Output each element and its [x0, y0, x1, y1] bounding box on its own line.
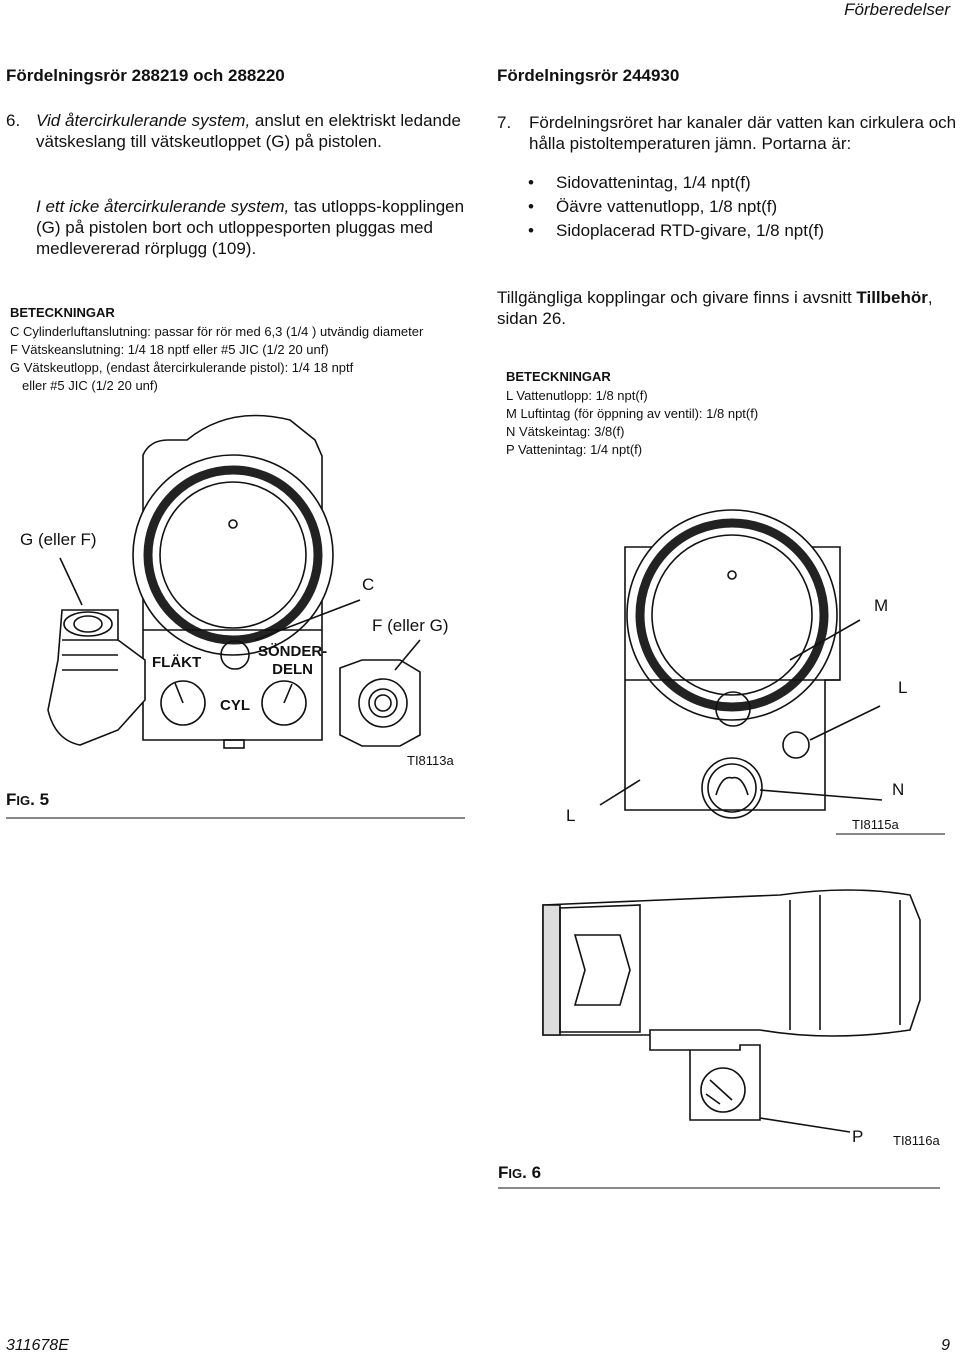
step-7-text: Fördelningsröret har kanaler där vatten kan cirkulera och hålla pistoltemperaturen jämn. Portarna är:	[529, 113, 957, 153]
left-legend-title: BETECKNINGAR	[10, 305, 115, 320]
right-heading: Fördelningsrör 244930	[497, 66, 680, 85]
fig6-tag-side: TI8116a	[893, 1133, 940, 1148]
legend-item: G Vätskeutlopp, (endast återcirkulerande pistol): 1/4 18 nptf	[10, 360, 354, 375]
section-title: Förberedelser	[844, 0, 950, 19]
doc-number: 311678E	[6, 1337, 69, 1354]
list-item: • Sidoplacerad RTD-givare, 1/8 npt(f)	[520, 219, 824, 243]
fig6-caption-f: F	[498, 1163, 509, 1182]
label-sonderdeln	[258, 643, 327, 679]
fig5-tag: TI8113a	[407, 753, 454, 768]
fig6-caption	[498, 1163, 541, 1183]
label-n: N	[892, 780, 905, 799]
step-6-italic: Vid återcirkulerande system,	[36, 111, 251, 130]
legend-item: eller #5 JIC (1/2 20 unf)	[22, 378, 158, 393]
label-l-lower: L	[566, 806, 576, 825]
page-number: 9	[941, 1337, 950, 1354]
fig6-side-view-drawing	[498, 890, 940, 1188]
label-cyl: CYL	[220, 697, 250, 714]
legend-item: M Luftintag (för öppning av ventil): 1/8 npt(f)	[506, 406, 759, 421]
right-legend-title: BETECKNINGAR	[506, 369, 611, 384]
fig6-tag-top: TI8115a	[852, 817, 899, 832]
note-italic: I ett icke återcirkulerande system,	[36, 197, 290, 216]
fig5-caption-f: F	[6, 790, 17, 809]
label-sonder-line1: SÖNDER-	[258, 643, 328, 660]
legend-item: P Vattenintag: 1/4 npt(f)	[506, 442, 643, 457]
accessories-text: Tillgängliga kopplingar och givare finns i avsnitt	[497, 288, 857, 307]
fig6-caption-ig: IG	[508, 1166, 523, 1181]
label-flakt: FLÄKT	[152, 654, 202, 671]
left-heading: Fördelningsrör 288219 och 288220	[6, 66, 285, 85]
legend-item: F Vätskeanslutning: 1/4 18 nptf eller #5 JIC (1/2 20 unf)	[10, 342, 329, 357]
fig6-caption-num: . 6	[522, 1163, 542, 1182]
fig5-caption-num: . 5	[30, 790, 50, 809]
step-6-number: 6.	[6, 111, 21, 130]
label-p: P	[852, 1127, 864, 1146]
step-7-number: 7.	[497, 113, 512, 132]
step-6-body: anslut en elektriskt ledande vätskeslang till vätskeutloppet (G) på pistolen.	[36, 111, 461, 151]
legend-item: N Vätskeintag: 3/8(f)	[506, 424, 625, 439]
label-m: M	[874, 596, 889, 615]
legend-item: C Cylinderluftanslutning: passar för rör med 6,3 (1/4 ) utvändig diameter	[10, 324, 424, 339]
accessories-tail: , sidan 26.	[497, 288, 933, 328]
label-sonder-line2: DELN	[272, 661, 313, 678]
fig5-caption-ig: IG	[16, 793, 31, 808]
legend-item: L Vattenutlopp: 1/8 npt(f)	[506, 388, 648, 403]
label-f: F (eller G)	[372, 616, 449, 635]
note-body: tas utlopps-kopplingen (G) på pistolen bort och utloppesporten pluggas med medlevererad rörplugg (109).	[36, 197, 465, 258]
label-l-upper: L	[898, 678, 908, 697]
accessories-link[interactable]: Tillbehör	[856, 288, 928, 307]
list-item: • Öävre vattenutlopp, 1/8 npt(f)	[520, 195, 824, 219]
list-item: • Sidovattenintag, 1/4 npt(f)	[520, 171, 824, 195]
label-g: G (eller F)	[20, 530, 97, 549]
fig5-caption	[6, 790, 49, 810]
label-c: C	[362, 575, 375, 594]
